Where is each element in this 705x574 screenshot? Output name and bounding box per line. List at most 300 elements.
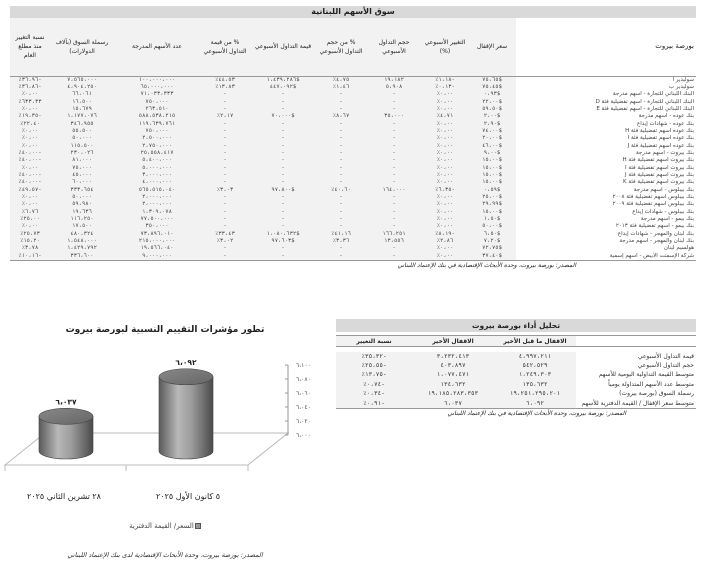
table-cell: - — [250, 253, 316, 261]
table-row — [10, 150, 696, 157]
table-cell: - — [316, 172, 366, 179]
table-cell: ٤،٧٥٪ — [316, 76, 366, 84]
table-cell: ٨،٦٧٪ — [316, 113, 366, 120]
table-cell: -٠،١٣٪ — [422, 84, 468, 91]
table-cell: - — [316, 91, 366, 98]
table-cell: - — [366, 253, 422, 261]
table-row — [10, 113, 696, 120]
table-cell: ٠،٠٠٪ — [422, 245, 468, 252]
table-cell: $٧٥،٤٥ — [468, 84, 516, 91]
table-cell: - — [366, 165, 422, 172]
table-cell: $٦،٥٠ — [468, 231, 516, 238]
table-row — [336, 352, 696, 361]
table-cell: ٧٥،٠٠٠ — [50, 165, 114, 172]
table-row — [10, 194, 696, 201]
table-row — [10, 165, 696, 172]
table-cell: ٤،٠٠٠،٠٠٠ — [114, 179, 200, 186]
table-cell: -٦،٣٥٪ — [422, 187, 468, 194]
table-cell: ١١٥،٥٠٠ — [50, 143, 114, 150]
table-cell: ٥٦٥،٥١٥،٠٤٠ — [114, 187, 200, 194]
chart-title: تطور مؤشرات التقييم النسبية لبورصة بيروت — [65, 325, 265, 335]
table-cell: ٦٠،٠٠٠ — [50, 179, 114, 186]
table-row — [10, 135, 696, 142]
table-row — [10, 128, 696, 135]
table-cell: $٢،٠٠ — [468, 113, 516, 120]
table-cell: ١٥،٢٠٪ — [10, 238, 50, 245]
table-cell: ٢٥،٥٥٨،٤١٧ — [114, 150, 200, 157]
table-row — [336, 370, 696, 379]
table-cell: - — [250, 165, 316, 172]
table-cell: ٦،٧٦٪ — [10, 209, 50, 216]
table-row — [336, 389, 696, 398]
table-cell: - — [250, 201, 316, 208]
table-cell: ٠،٠٠٪ — [422, 121, 468, 128]
table-row — [10, 143, 696, 150]
table-cell: ٦،٠٣٧ — [412, 399, 494, 409]
table-cell: $٢٢،٠٠ — [468, 99, 516, 106]
table-cell: $٥٠،٠٠ — [468, 223, 516, 230]
table-row — [10, 223, 696, 230]
column-header: عدد الأسهم المدرجة — [114, 18, 200, 76]
table-cell: - — [316, 216, 366, 223]
table-cell: - — [200, 253, 250, 261]
table-cell: ٣،٠٣٪ — [200, 187, 250, 194]
table-cell: ١،٠٧٧،٤٧١ — [412, 370, 494, 379]
table-cell: - — [366, 99, 422, 106]
table-cell: $٤٤٧،٠٩٢ — [250, 84, 316, 91]
table-cell: ٧،٥٦٥،٠٠٠ — [50, 76, 114, 84]
stock-name-cell: بنك بيروت أسهم تفضيلية فئة J — [516, 172, 696, 179]
table-cell: - — [316, 194, 366, 201]
table-cell: ٠،٠٠٪ — [10, 165, 50, 172]
table-cell: -٣٦،٨٦٪ — [10, 84, 50, 91]
metric-name-cell: قيمة التداول الأسبوعي — [576, 352, 696, 361]
table-cell: -١٠،١٦٪ — [10, 253, 50, 261]
y-tick-label: ٦،٠٨٠ — [296, 376, 311, 383]
table-row — [336, 380, 696, 389]
table-cell: - — [250, 245, 316, 252]
table-cell: $١٥،٠٠ — [468, 165, 516, 172]
table-cell: ١،٥٤٨،٠٠٠ — [50, 238, 114, 245]
table-cell: ٧٥٠،٠٠٠ — [114, 99, 200, 106]
table-cell: - — [200, 216, 250, 223]
table-cell: ١٣٤،٦٣٢ — [412, 380, 494, 389]
table-row — [10, 245, 696, 252]
table-cell: ١،١٧٧،٠٧٦ — [50, 113, 114, 120]
table-cell: - — [366, 106, 422, 113]
table-cell: ٣،٠٠٠،٠٠٠ — [114, 172, 200, 179]
table-cell: ٥،٠٠٠،٠٠٠ — [114, 165, 200, 172]
table-cell: ١٩،١٨٢ — [366, 76, 422, 84]
table-row — [10, 84, 696, 91]
table-cell: - — [250, 223, 316, 230]
table-cell: ٢٥،٧٣٪ — [10, 231, 50, 238]
stock-name-cell: بنك بيروت أسهم تفضيلية فئة K — [516, 179, 696, 186]
table-row — [336, 361, 696, 370]
table-cell: ١٩،٢٥١،٢٩٥،٢٠١ — [494, 389, 576, 398]
table-cell: ٥،٩٠٨ — [366, 84, 422, 91]
table-cell: $١،٠٨٠،٦٣٢ — [250, 231, 316, 238]
table-cell: $١٥،٠٠ — [468, 172, 516, 179]
table-cell: $٠،٥٩ — [468, 187, 516, 194]
table-cell: $٢٩،٩٩ — [468, 201, 516, 208]
table-cell: $٧٠،٠٠٠ — [250, 113, 316, 120]
table-cell: ١٦،٥٠٠ — [50, 99, 114, 106]
table-cell: ٠،٠٠٪ — [10, 128, 50, 135]
table-cell: -٤٠،٠٠٪ — [10, 150, 50, 157]
table-cell: - — [200, 121, 250, 128]
bar-top — [159, 369, 213, 385]
table-cell: - — [366, 91, 422, 98]
perf-table-title: تحليل أداء بورصة بيروت — [336, 319, 696, 332]
data-label: ٦،٠٣٧ — [55, 397, 77, 407]
table-cell: - — [366, 172, 422, 179]
table-cell: ٠،٠٠٪ — [422, 179, 468, 186]
table-cell: ٤١،١٦٪ — [316, 231, 366, 238]
stock-name-cell: هولسيم لبنان — [516, 245, 696, 252]
table-cell: ٥٠،٠٠٠ — [50, 194, 114, 201]
table-cell: ٠،٠٠٪ — [422, 91, 468, 98]
chart-source: المصدر: بورصة بيروت، وحدة الأبحاث الإقتصادية لدى بنك الإعتماد اللبناني — [67, 551, 263, 559]
table-row — [10, 157, 696, 164]
table-cell: - — [366, 216, 422, 223]
table-cell: -٠،٣٤٪ — [336, 389, 412, 398]
table-cell: ٣٣٦،٦٠٠ — [50, 253, 114, 261]
table-cell: - — [250, 99, 316, 106]
table-cell: ٧٥٠،٠٠٠ — [114, 128, 200, 135]
table-cell: -٨،١٩٪ — [422, 231, 468, 238]
table-cell: - — [250, 128, 316, 135]
table-cell: - — [250, 157, 316, 164]
table-cell: ٧١،٠٣٣،٣٣٣ — [114, 91, 200, 98]
table-cell: ٢،٧٥٠،٠٠٠ — [114, 143, 200, 150]
table-cell: ٠،٠٠٪ — [422, 172, 468, 179]
stock-name-cell: بنك بيمو - أسهم مدرجة — [516, 216, 696, 223]
table-cell: ٠،٠٠٪ — [10, 106, 50, 113]
chart-plot — [0, 315, 330, 525]
stock-name-cell: بنك عوده أسهم تفضيلية فئة H — [516, 128, 696, 135]
table-cell: - — [200, 172, 250, 179]
table-cell: ٠،٠٠٪ — [422, 106, 468, 113]
table-cell: - — [200, 223, 250, 230]
table-cell: ٥٠،٠٠٠ — [50, 135, 114, 142]
table-cell: - — [366, 194, 422, 201]
table-cell: $٧٢،٧٥ — [468, 245, 516, 252]
table-cell: ٠،٠٠٪ — [10, 201, 50, 208]
stocks-table — [10, 18, 696, 261]
table-cell: - — [366, 157, 422, 164]
table-cell: ٥٩،٩٨٠ — [50, 201, 114, 208]
stock-name-cell: بنك لبنان والمهجر - شهادات إيداع — [516, 231, 696, 238]
table-cell: ٤٠٣،٨٩٧ — [412, 361, 494, 370]
y-tick-label: ٦،٠٠٠ — [296, 432, 311, 439]
table-cell: ٤٤،٥٣٪ — [200, 76, 250, 84]
table-cell: ٠،٠٠٪ — [10, 194, 50, 201]
stock-name-cell: بنك بيروت أسهم تفضيلية فئة I — [516, 165, 696, 172]
stock-name-cell: سوليدير أ — [516, 76, 696, 84]
table-cell: $٩،٠٠ — [468, 150, 516, 157]
y-tick-label: ٦،٠٤٠ — [296, 404, 311, 411]
table-cell: ٤،٩٩٧،٢١١ — [494, 352, 576, 361]
table-row — [10, 253, 696, 261]
table-cell: ٢٢،٤٠٪ — [10, 121, 50, 128]
table-cell: - — [366, 143, 422, 150]
table-cell: - — [250, 172, 316, 179]
table-cell: - — [250, 216, 316, 223]
table-cell: $٩٧،٨٠٠ — [250, 187, 316, 194]
table-cell: ٦٣٣،٣٣٪ — [10, 99, 50, 106]
table-cell: ٦٥،٠٠٠،٠٠٠ — [114, 84, 200, 91]
table-cell: -١،١٨٪ — [422, 76, 468, 84]
table-cell: ٠،٠٠٪ — [422, 165, 468, 172]
table-cell: - — [250, 209, 316, 216]
column-header: التغيير الأسبوعي (%) — [422, 18, 468, 76]
table-row — [10, 91, 696, 98]
table-cell: - — [316, 135, 366, 142]
table-cell: ٨١،٠٠٠ — [50, 157, 114, 164]
table-row — [10, 106, 696, 113]
table-cell: - — [200, 99, 250, 106]
table-cell: ٩،٠٠٠،٠٠٠ — [114, 253, 200, 261]
table-cell: - — [316, 150, 366, 157]
main-table-title: سوق الأسهم اللبنانية — [10, 6, 696, 18]
table-cell: $٢٠،٠٠ — [468, 135, 516, 142]
table-cell: - — [200, 157, 250, 164]
table-cell: - — [366, 128, 422, 135]
chart-legend — [0, 522, 330, 530]
table-cell: ٢٦٣،٥١٠ — [114, 106, 200, 113]
stock-name-cell: شركة الإسمنت الأبيض - أسهم إسمية — [516, 253, 696, 261]
table-row — [10, 238, 696, 245]
table-cell: -٤٠،٠٠٪ — [10, 179, 50, 186]
legend-swatch — [195, 523, 201, 529]
column-header: حجم التداول الأسبوعي — [366, 18, 422, 76]
table-row — [10, 99, 696, 106]
table-cell: $٧٤،٠٠ — [468, 128, 516, 135]
table-cell: ٣،٧٨٪ — [10, 245, 50, 252]
table-cell: ٢،٠٠٠،٠٠٠ — [114, 194, 200, 201]
table-cell: - — [366, 121, 422, 128]
table-cell: ٠،٠٠٪ — [422, 150, 468, 157]
table-cell: - — [316, 157, 366, 164]
column-header: الاقفال الأخير — [412, 336, 494, 347]
table-cell: - — [250, 135, 316, 142]
column-header — [576, 336, 696, 347]
table-cell: $٧٥،٦٥ — [468, 76, 516, 84]
table-cell: - — [250, 106, 316, 113]
table-cell: -١٣،٧٥٪ — [336, 370, 412, 379]
data-label: ٦،٠٩٢ — [175, 357, 197, 367]
table-cell: ١٦٤،٠٠٠ — [366, 187, 422, 194]
stock-name-cell: بنك بيمو - أسهم تفضيلية فئة ٢٠١٣ — [516, 223, 696, 230]
table-cell: ٠،٠٠٪ — [422, 143, 468, 150]
table-cell: ٣،٢٣٢،٤١٣ — [412, 352, 494, 361]
table-cell: - — [316, 245, 366, 252]
table-cell: ٤٨٠،٣٢٤ — [50, 231, 114, 238]
table-cell: ٦،٠٩٢ — [494, 399, 576, 409]
table-cell: ٠،٠٠٪ — [10, 143, 50, 150]
metric-name-cell: متوسط سعر الإقفال / القيمة الدفترية للأسهم — [576, 399, 696, 409]
table-cell: ٠،٠٠٪ — [422, 201, 468, 208]
metric-name-cell: رسملة السوق (بورصة بيروت) — [576, 389, 696, 398]
table-cell: $١،٥٠ — [468, 216, 516, 223]
table-cell: - — [250, 179, 316, 186]
main-table-source: المصدر: بورصة بيروت، وحدة الأبحاث الإقتصادية في بنك الإعتماد اللبناني — [397, 262, 576, 270]
table-cell: - — [316, 253, 366, 261]
table-cell: ١٠٠،٠٠٠،٠٠٠ — [114, 76, 200, 84]
performance-table — [336, 335, 696, 409]
table-cell: ٠،٠٠٪ — [10, 223, 50, 230]
table-cell: ١٩،١٨٥،٢٨٣،٣٥٣ — [412, 389, 494, 398]
column-header: % من قيمة التداول الأسبوعي — [200, 18, 250, 76]
table-cell: ٥،٤٠٠،٠٠٠ — [114, 157, 200, 164]
stock-name-cell: بنك عوده أسهم تفضيلية فئة J — [516, 143, 696, 150]
table-cell: ٥٨٨،٥٣٨،٢١٥ — [114, 113, 200, 120]
table-cell: - — [250, 194, 316, 201]
table-cell: - — [366, 179, 422, 186]
table-cell: ٤،٧١٪ — [422, 113, 468, 120]
table-cell: -٠،٧٤٪ — [336, 380, 412, 389]
table-cell: ١٣،٥٥٦ — [366, 238, 422, 245]
table-row — [10, 179, 696, 186]
stock-name-cell: بنك لبنان والمهجر - أسهم مدرجة — [516, 238, 696, 245]
table-cell: - — [366, 201, 422, 208]
table-cell: ٠،٠٠٪ — [422, 253, 468, 261]
table-cell: ١،٣٠٩،٠٧٨ — [114, 209, 200, 216]
table-cell: - — [366, 135, 422, 142]
table-cell: $٥٩،٥٠ — [468, 106, 516, 113]
table-cell: - — [366, 245, 422, 252]
stock-name-cell: البنك اللبناني للتجارة - أسهم تفضيلية فئة E — [516, 106, 696, 113]
table-cell: ٠،٠٠٪ — [10, 91, 50, 98]
table-cell: - — [316, 99, 366, 106]
table-cell: - — [200, 135, 250, 142]
bar-top — [39, 408, 93, 424]
table-row — [10, 76, 696, 84]
table-cell: $٧،٢٠ — [468, 238, 516, 245]
category-label: ٥ كانون الأول ٢٠٢٥ — [155, 492, 221, 501]
table-cell: ٠،٠٠٪ — [422, 216, 468, 223]
table-cell: - — [316, 128, 366, 135]
table-cell: -١٩،٣٥٪ — [10, 113, 50, 120]
bar-cylinder — [159, 377, 213, 459]
table-cell: ٧٧،٥٠٠،٠٠٠ — [114, 216, 200, 223]
metric-name-cell: متوسط القيمة التداولية اليومية للأسهم — [576, 370, 696, 379]
table-cell: ٧٣،٨٩٦،٠١٠ — [114, 231, 200, 238]
column-header: سعر الإقفال — [468, 18, 516, 76]
stock-name-cell: سوليدير ب — [516, 84, 696, 91]
table-cell: ٠،٠٠٪ — [422, 157, 468, 164]
table-cell: - — [200, 91, 250, 98]
table-row — [10, 231, 696, 238]
table-cell: - — [200, 128, 250, 135]
metric-name-cell: حجم التداول الأسبوعي — [576, 361, 696, 370]
table-row — [10, 121, 696, 128]
table-cell: ١،٤٦٪ — [316, 84, 366, 91]
table-cell: ١٧،٥٠٠ — [50, 223, 114, 230]
stocks-table-header — [10, 18, 696, 76]
table-row — [10, 216, 696, 223]
stock-name-cell: بنك بيبلوس - شهادات إيداع — [516, 209, 696, 216]
table-cell: ١٦٦،٢٥١ — [366, 231, 422, 238]
table-cell: - — [200, 165, 250, 172]
table-cell: ٣٥،٠٠٠ — [366, 113, 422, 120]
table-cell: ١،٢٤٩،٣٠٣ — [494, 370, 576, 379]
table-cell: - — [250, 143, 316, 150]
table-cell: ٢،٨٦٪ — [422, 238, 468, 245]
table-cell: - — [200, 245, 250, 252]
table-cell: ٢٣٠،٠٢٦ — [50, 150, 114, 157]
table-cell: - — [316, 121, 366, 128]
table-cell: ١٥،٦٧٩ — [50, 106, 114, 113]
table-cell: ١٣،٨٣٪ — [200, 84, 250, 91]
table-cell: ٢٥،٠٠٪ — [10, 216, 50, 223]
table-cell: $١٥،٠٠ — [468, 209, 516, 216]
table-cell: ١١٩،٦٣٩،٧٦١ — [114, 121, 200, 128]
stock-name-cell: بنك بيروت أسهم تفضيلية فئة H — [516, 157, 696, 164]
table-cell: -٠،٩١٪ — [336, 399, 412, 409]
table-cell: -٤٠،٠٠٪ — [10, 172, 50, 179]
table-row — [336, 399, 696, 409]
table-cell: - — [200, 209, 250, 216]
table-cell: - — [366, 150, 422, 157]
table-cell: ١٣٥،٦٣٢ — [494, 380, 576, 389]
column-header: نسبة التغيير — [336, 336, 412, 347]
table-cell: ٠،٠٠٪ — [422, 194, 468, 201]
table-cell: - — [316, 106, 366, 113]
stock-name-cell: بنك عوده - أسهم مدرجة — [516, 113, 696, 120]
stock-name-cell: بنك بيروت - أسهم مدرجة — [516, 150, 696, 157]
table-cell: $٢،٩٠ — [468, 121, 516, 128]
performance-analysis-section — [336, 319, 696, 417]
table-cell: $١٥،٠٠ — [468, 179, 516, 186]
stock-name-cell: بنك بيبلوس أسهم تفضيلية فئة ٢٠٠٩ — [516, 201, 696, 208]
table-cell: $١،٤٣٩،٢٨٦ — [250, 76, 316, 84]
column-header: % من حجم التداول الأسبوعي — [316, 18, 366, 76]
column-header: رسملة السوق (بآلاف الدولارات) — [50, 18, 114, 76]
table-cell: -٤٠،٠٠٪ — [10, 157, 50, 164]
table-cell: - — [316, 179, 366, 186]
table-cell: ٣٣٣،٦٥٤ — [50, 187, 114, 194]
table-row — [10, 187, 696, 194]
perf-table-source: المصدر: بورصة بيروت، وحدة الأبحاث الإقتصادية في بنك الإعتماد اللبناني — [447, 409, 626, 417]
table-cell: - — [200, 201, 250, 208]
table-cell: - — [200, 106, 250, 113]
table-cell: - — [200, 143, 250, 150]
table-row — [10, 172, 696, 179]
table-cell: - — [250, 91, 316, 98]
valuation-chart — [0, 315, 330, 574]
table-cell: - — [316, 201, 366, 208]
table-cell: - — [200, 150, 250, 157]
table-cell: ٠،٠٠٪ — [10, 135, 50, 142]
y-tick-label: ٦،١٠٠ — [296, 362, 311, 369]
y-tick-label: ٦،٠٦٠ — [296, 390, 311, 397]
table-cell: $١٥،٠٠ — [468, 157, 516, 164]
table-cell: - — [316, 209, 366, 216]
table-cell: ٠،٠٠٪ — [422, 135, 468, 142]
table-cell: $٤٦،٠٠ — [468, 143, 516, 150]
table-cell: $٠،٩٣ — [468, 91, 516, 98]
stock-name-cell: البنك اللبناني للتجارة - أسهم مدرجة — [516, 91, 696, 98]
category-label: ٢٨ تشرين الثاني ٢٠٢٥ — [27, 492, 101, 501]
perf-table-header — [336, 336, 696, 347]
stock-name-cell: البنك اللبناني للتجارة - أسهم تفضيلية فئة D — [516, 99, 696, 106]
table-cell: ٢،١٧٪ — [200, 113, 250, 120]
lebanese-stock-market-section — [10, 6, 696, 269]
column-header: قيمة التداول الأسبوعي — [250, 18, 316, 76]
table-cell: -٣٥،٣٢٪ — [336, 352, 412, 361]
